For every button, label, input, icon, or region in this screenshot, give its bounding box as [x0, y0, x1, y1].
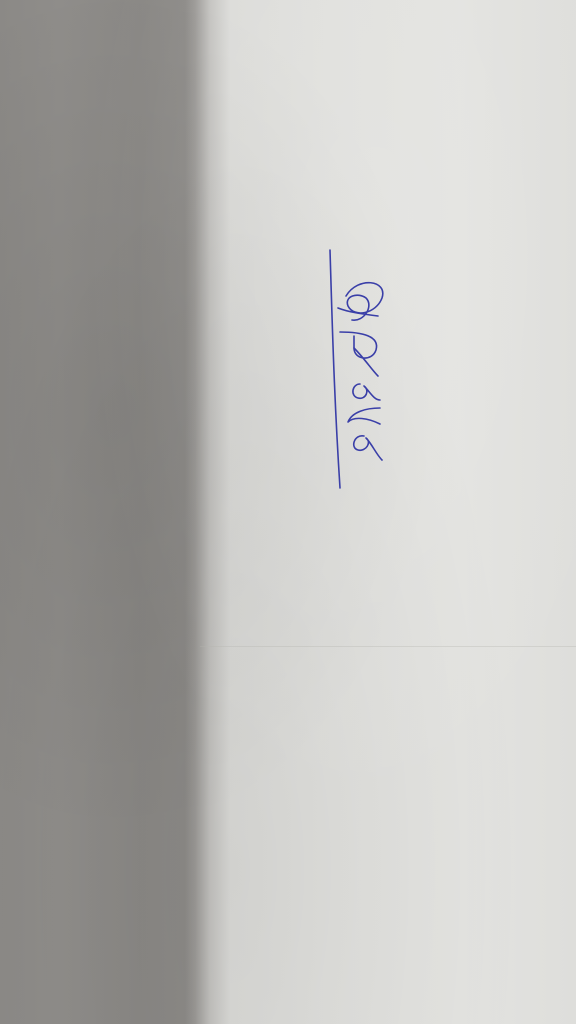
- handwritten-signature-icon: [318, 236, 388, 496]
- paper-fold-line: [200, 646, 576, 647]
